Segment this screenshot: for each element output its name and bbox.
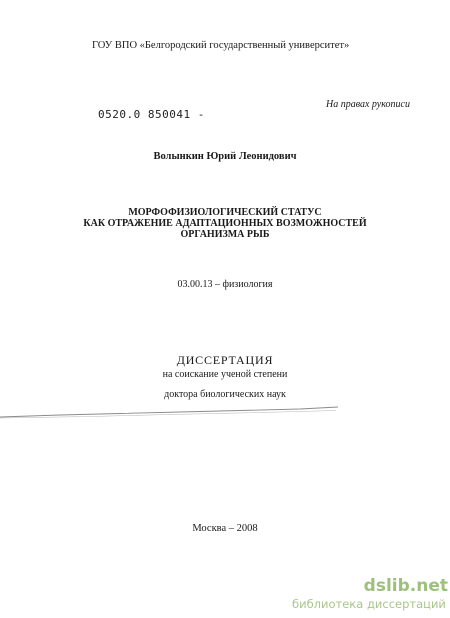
degree-purpose: на соискание ученой степени xyxy=(162,369,288,380)
document-type: ДИССЕРТАЦИЯ xyxy=(176,353,274,367)
institution-name: ГОУ ВПО «Белгородский государственный университет» xyxy=(92,40,350,51)
title-line: КАК ОТРАЖЕНИЕ АДАПТАЦИОННЫХ ВОЗМОЖНОСТЕЙ xyxy=(83,218,367,229)
scan-artifact-line xyxy=(0,400,340,420)
title-line: ОРГАНИЗМА РЫБ xyxy=(180,229,270,240)
dissertation-title xyxy=(0,207,450,240)
dslib-logo xyxy=(340,575,450,595)
rights-note: На правах рукописи xyxy=(326,99,410,110)
dslib-logo-text: dslib.net xyxy=(363,576,448,595)
degree-name: доктора биологических наук xyxy=(164,389,286,400)
specialty-code: 03.00.13 – физиология xyxy=(177,279,273,290)
archive-stamp: 0520.0 850041 - xyxy=(98,108,205,121)
watermark-tagline: библиотека диссертаций xyxy=(292,597,446,611)
city-year: Москва – 2008 xyxy=(192,523,258,534)
title-line: МОРФОФИЗИОЛОГИЧЕСКИЙ СТАТУС xyxy=(128,207,322,218)
author-name: Волынкин Юрий Леонидович xyxy=(153,151,297,162)
